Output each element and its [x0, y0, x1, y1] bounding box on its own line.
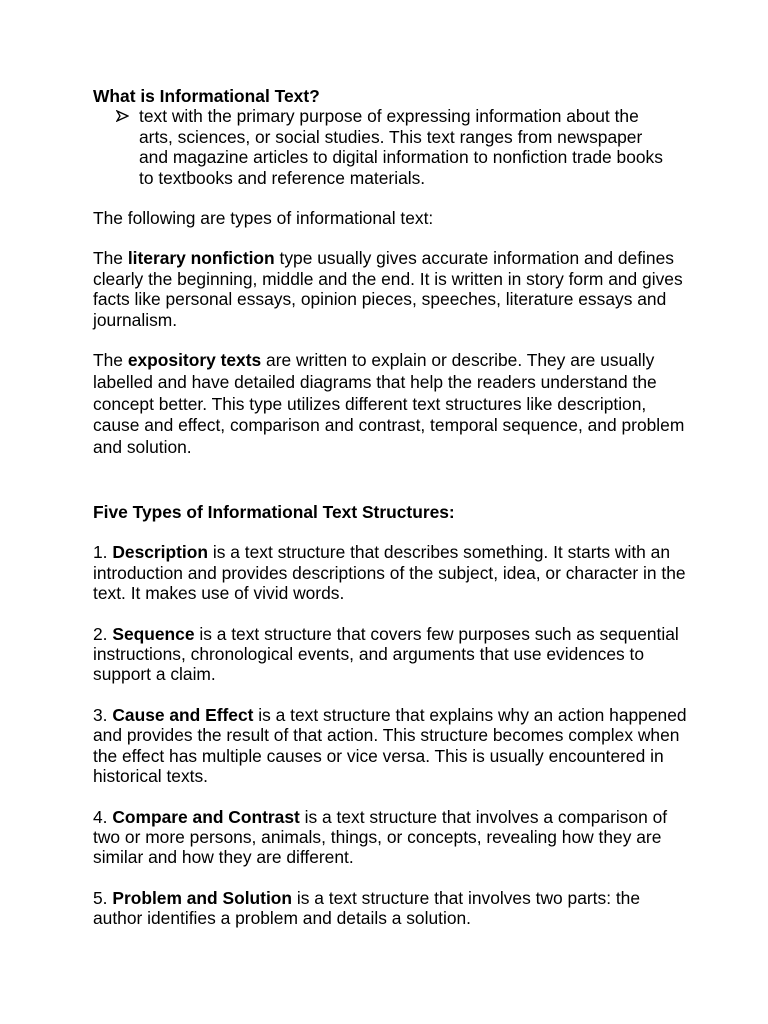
structure-item-sequence [93, 624, 693, 685]
literary-paragraph [93, 248, 693, 330]
intro-bullet [93, 106, 669, 188]
structure-number: 3. [93, 704, 113, 725]
structure-number: 5. [93, 887, 113, 908]
document-page [93, 86, 693, 929]
types-intro: The following are types of informational text: [93, 208, 434, 229]
literary-text: type usually gives accurate information and defines clearly the beginning, middle and the end. It is written in story form and gives facts like personal essays, opinion pieces, speeches, literature essays and journalism. [93, 248, 683, 330]
literary-prefix: The [93, 248, 128, 269]
expository-paragraph [93, 350, 693, 459]
structure-item-compare-contrast [93, 807, 693, 868]
structure-number: 4. [93, 806, 113, 827]
structure-text: is a text structure that covers few purposes such as sequential instructions, chronological events, and arguments that use evidences to support a claim. [93, 623, 679, 685]
literary-term: literary nonfiction [127, 248, 275, 269]
structure-number: 1. [93, 542, 113, 563]
structure-term: Description [112, 542, 209, 563]
structure-term: Problem and Solution [112, 887, 293, 908]
structure-text: is a text structure that explains why an action happened and provides the result of that action. This structure becomes complex when the effect has multiple causes or vice versa. This is usually encountered in historical texts. [93, 704, 687, 787]
intro-bullet-text: text with the primary purpose of expressing information about the arts, sciences, or social studies. This text ranges from newspaper and magazine articles to digital information to nonfiction trade books to textbooks and reference materials. [139, 106, 663, 188]
structure-term: Compare and Contrast [112, 806, 300, 827]
arrow-bullet-icon [116, 106, 129, 122]
expository-text: are written to explain or describe. They are usually labelled and have detailed diagrams that help the readers understand the concept better. This type utilizes different text structures like description, cause and effect, comparison and contrast, temporal sequence, and problem and solution. [93, 350, 685, 458]
expository-prefix: The [93, 350, 128, 371]
expository-term: expository texts [127, 350, 262, 371]
structure-text: is a text structure that involves two parts: the author identifies a problem and details a solution. [93, 887, 641, 929]
structure-item-problem-solution [93, 888, 693, 929]
structure-text: is a text structure that describes something. It starts with an introduction and provides descriptions of the subject, idea, or character in the text. It makes use of vivid words. [93, 542, 686, 604]
structure-term: Cause and Effect [112, 704, 254, 725]
structure-text: is a text structure that involves a comparison of two or more persons, animals, things, or concepts, revealing how they are similar and how they are different. [93, 806, 668, 868]
structure-item-description [93, 542, 693, 603]
structure-term: Sequence [112, 623, 195, 644]
structure-item-cause-effect [93, 705, 693, 787]
structures-heading: Five Types of Informational Text Structures: [93, 502, 455, 523]
structure-number: 2. [93, 623, 113, 644]
intro-heading: What is Informational Text? [93, 86, 320, 106]
